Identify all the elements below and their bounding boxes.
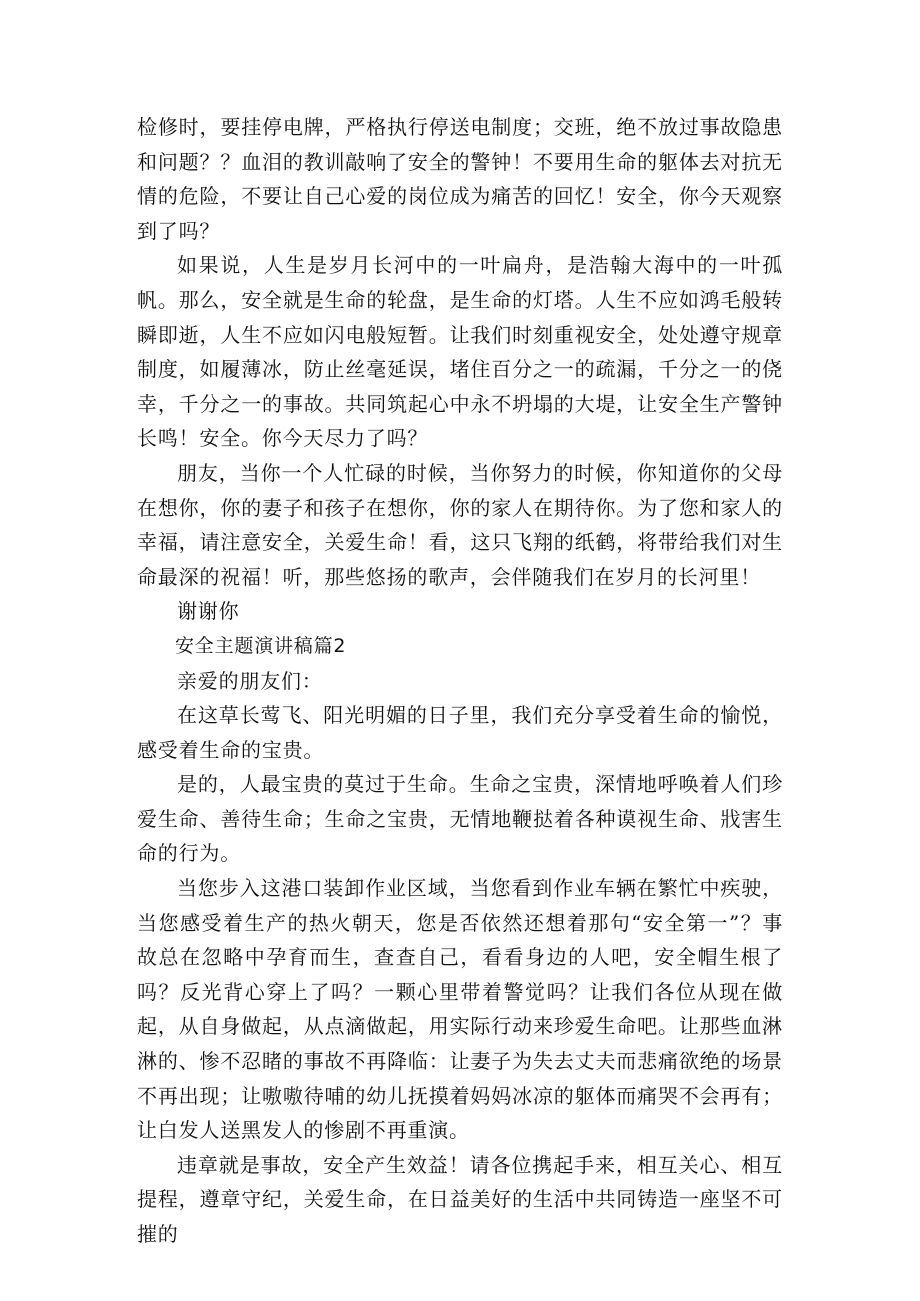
paragraph: 朋友，当你一个人忙碌的时候，当你努力的时候，你知道你的父母在想你，你的妻子和孩子在想你，你的家人在期待你。为了您和家人的幸福，请注意安全，关爱生命！看，这只飞翔的纸鹤，将带给我们对生命最深的祝福！听，那些悠扬的歌声，会伴随我们在岁月的长河里！ xyxy=(137,460,783,589)
paragraph: 如果说，人生是岁月长河中的一叶扁舟，是浩翰大海中的一叶孤帆。那么，安全就是生命的轮盘，是生命的灯塔。人生不应如鸿毛般转瞬即逝，人生不应如闪电般短暂。让我们时刻重视安全，处处遵守规章制度，如履薄冰，防止丝毫延误，堵住百分之一的疏漏，千分之一的侥幸，千分之一的事故。共同筑起心中永不坍塌的大堤，让安全生产警钟长鸣！安全。你今天尽力了吗？ xyxy=(137,253,783,451)
paragraph: 检修时，要挂停电牌，严格执行停送电制度；交班，绝不放过事故隐患和问题？？血泪的教训敲响了安全的警钟！不要用生命的躯体去对抗无情的危险，不要让自己心爱的岗位成为痛苦的回忆！安全，你今天观察到了吗？ xyxy=(137,115,783,243)
paragraph: 违章就是事故，安全产生效益！请各位携起手来，相互关心、相互提程，遵章守纪，关爱生命，在日益美好的生活中共同铸造一座坚不可摧的 xyxy=(137,1152,783,1246)
section-title: 安全主题演讲稿篇2 xyxy=(175,634,347,657)
paragraph: 在这草长莺飞、阳光明媚的日子里，我们充分享受着生命的愉悦，感受着生命的宝贵。 xyxy=(137,703,783,762)
paragraph: 当您步入这港口装卸作业区域，当您看到作业车辆在繁忙中疾驶，当您感受着生产的热火朝天，您是否依然还想着那句“安全第一”？事故总在忽略中孕育而生，查查自己，看看身边的人吧，安全帽生根了吗？反光背心穿上了吗？一颗心里带着警觉吗？让我们各位从现在做起，从自身做起，从点滴做起，用实际行动来珍爱生命吧。让那些血淋淋的、惨不忍睹的事故不再降临：让妻子为失去丈夫而悲痛欲绝的场景不再出现；让嗷嗷待哺的幼儿抚摸着妈妈冰凉的躯体而痛哭不会再有；让白发人送黑发人的惨剧不再重演。 xyxy=(137,876,783,1143)
greeting-line: 亲爱的朋友们： xyxy=(177,668,323,693)
thanks-line: 谢谢你 xyxy=(177,599,240,624)
paragraph: 是的，人最宝贵的莫过于生命。生命之宝贵，深情地呼唤着人们珍爱生命、善待生命；生命之宝贵，无情地鞭挞着各种谟视生命、戕害生命的行为。 xyxy=(137,772,783,866)
document-page xyxy=(137,110,783,1252)
